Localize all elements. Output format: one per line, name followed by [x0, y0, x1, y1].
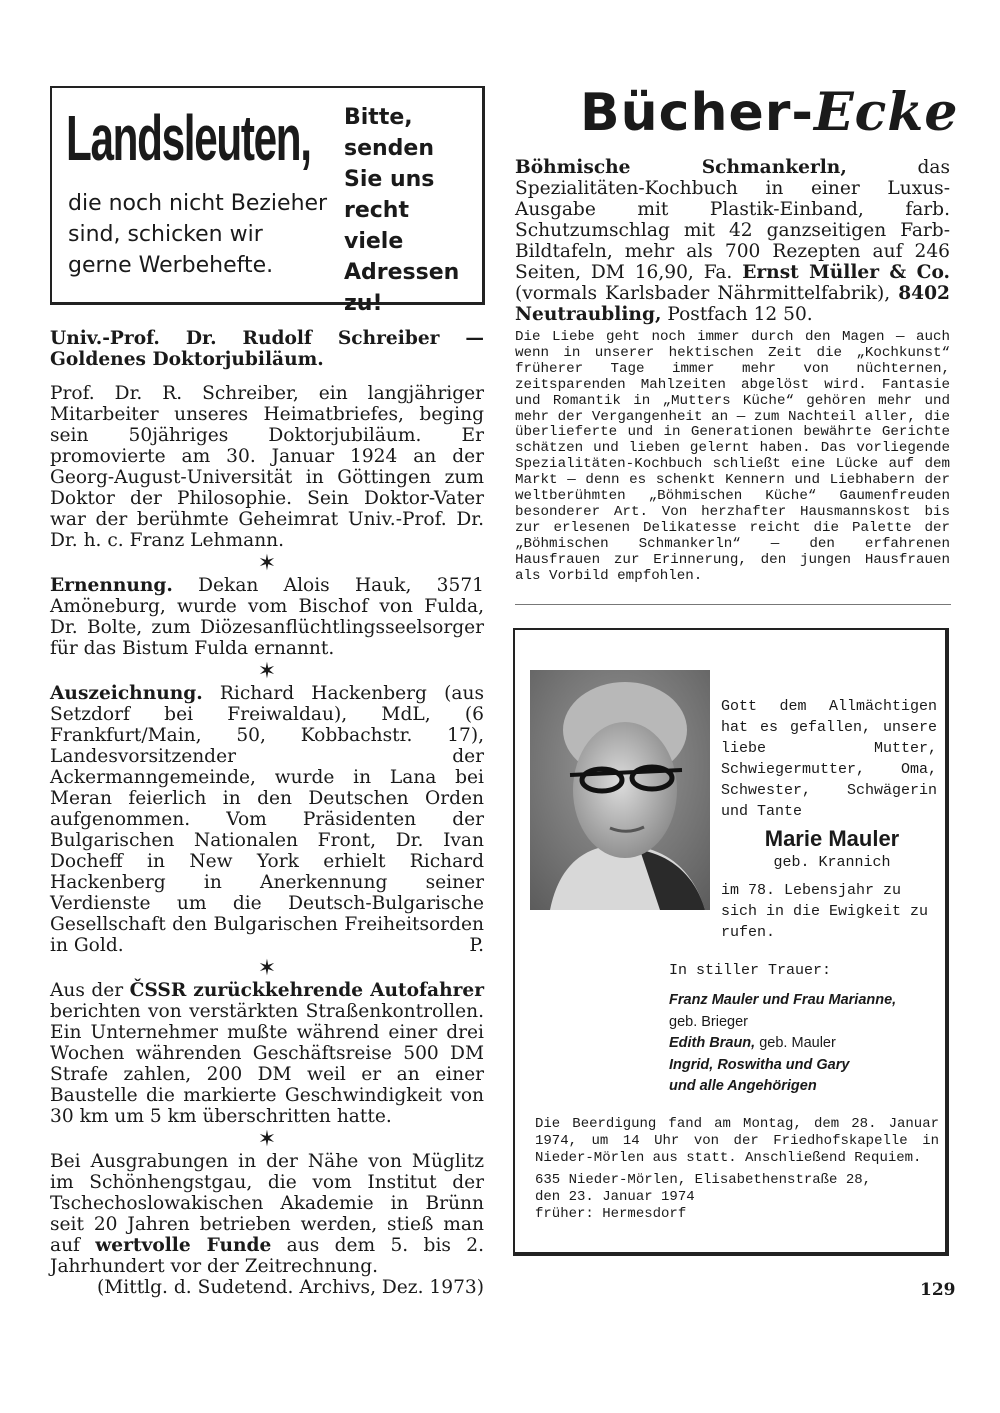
separator-star: ✶	[257, 659, 277, 684]
mourner-rest: geb. Brieger	[669, 1013, 748, 1030]
ausgrabungen-source: (Mittlg. d. Sudetend. Archivs, Dez. 1973)	[97, 1277, 484, 1298]
ad-headline: Landsleuten,	[66, 102, 311, 174]
autofahrer-bold: ČSSR zurückkehrende Autofahrer	[129, 980, 485, 1001]
address-line: den 23. Januar 1974	[535, 1189, 695, 1205]
ernennung-body: Dekan Alois Hauk, 3571 Amöneburg, wurde vom Bischof von Fulda, Dr. Bolte, zum Diözesanflüchtlingsseelsorger für das Bistum Fulda ernannt.	[50, 575, 484, 659]
mourner-bold: Edith Braun,	[669, 1035, 756, 1051]
auszeichnung-lead: Auszeichnung.	[50, 683, 203, 704]
family-address	[535, 1172, 939, 1223]
book-publisher: Ernst Müller & Co.	[742, 262, 950, 283]
book-title: Böhmische Schmankerln,	[515, 157, 847, 178]
book-listing	[515, 157, 950, 325]
portrait-photo	[530, 670, 710, 910]
subscription-ad	[50, 86, 485, 316]
mourner-bold: Ingrid, Roswitha und Gary	[669, 1056, 850, 1073]
funeral-info: Die Beerdigung fand am Montag, dem 28. Januar 1974, um 14 Uhr von der Friedhofskapelle in Nieder-Mörlen aus statt. Anschließend Requiem.	[535, 1116, 939, 1166]
mourner-rest: geb. Mauler	[759, 1035, 836, 1051]
book-review: Die Liebe geht noch immer durch den Magen — auch wenn in unserer hektischen Zeit die „Kochkunst“ früherer Tage immer mehr von nüchternen, zeitsparenden Mahlzeiten abgelöst wird. Fantasie und Romantik in „Mutters Küche“ gehören mehr und mehr der Vergangenheit an — zum Nachteil aller, die überlieferte und in Generationen bewährte Gerichte schätzen und lieben gelernt haben. Das vorliegende Spezialitäten-Kochbuch schließt eine Lücke auf dem Markt — denn es schenkt Kennern und Liebhabern der weltberühmten „Böhmischen Küche“ Gaumenfreuden besonderer Art. Von herzhafter Hausmannskost bis zur erlesenen Delikatesse reicht die Palette der „Böhmischen Schmankerln“ — den erfahrenen Hausfrauen zur Erinnerung, den jungen Hausfrauen als Vorbild empfohlen.	[515, 329, 950, 584]
ausgrabungen-bold: wertvolle Funde	[95, 1235, 272, 1256]
autofahrer-pre: Aus der	[50, 980, 124, 1001]
ad-text: die noch nicht Bezieher sind, schicken wir gerne Werbehefte.	[68, 191, 328, 278]
book-publisher-note: (vormals Karlsbader Nährmittelfabrik),	[515, 283, 891, 304]
separator-star: ✶	[257, 956, 277, 981]
mourners-list	[669, 990, 939, 1098]
address-line: 635 Nieder-Mörlen, Elisabethenstraße 28,	[535, 1172, 872, 1188]
obituary-notice	[513, 628, 949, 1256]
books-title-script: Ecke	[814, 82, 959, 143]
mourner-line	[669, 1033, 939, 1055]
column-divider	[515, 604, 951, 605]
mourner-bold: Franz Mauler und Frau Marianne,	[669, 992, 897, 1008]
auszeichnung-body: Richard Hackenberg (aus Setzdorf bei Freiwaldau), MdL, (6 Frankfurt/Main, 50, Kobbachstr. 17), Landesvorsitzender der Ackermanngemeinde, wurde in Lana bei Meran feierlich in den Deutschen Orden aufgenommen. Vom Präsidenten der Bulgarischen Nationalen Front, Dr. Ivan Docheff in New York erhielt Richard Hackenberg in Anerkennung seiner Verdienste um die Deutsch-Bulgarische Gesellschaft den Bulgarischen Freiheitsorden in Gold.	[50, 683, 484, 956]
books-title-main: Bücher-	[580, 83, 814, 143]
maiden-name: geb. Krannich	[773, 854, 891, 871]
book-address: 8402 Neutraubling,	[515, 283, 950, 325]
books-title	[580, 82, 958, 143]
obituary-age-line: im 78. Lebensjahr zu sich in die Ewigkeit zu rufen.	[721, 882, 929, 941]
page-number: 129	[920, 1280, 956, 1300]
auszeichnung-item	[50, 683, 484, 956]
ausgrabungen-item	[50, 1151, 484, 1277]
autofahrer-body: berichten von verstärkten Straßenkontrollen. Ein Unternehmer mußte während einer drei Wochen währenden Geschäftsreise 500 DM Strafe zahlen, 200 DM weil er an einer Baustelle die markierte Geschwindigkeit von 30 km um 5 km überschritten hatte.	[50, 1001, 484, 1127]
news-column	[50, 328, 484, 1298]
separator-star: ✶	[257, 551, 277, 576]
mourner-line	[669, 1012, 939, 1034]
mourner-line	[669, 1055, 939, 1077]
ernennung-lead: Ernennung.	[50, 575, 173, 596]
autofahrer-item	[50, 980, 484, 1127]
obituary-intro: Gott dem Allmächtigen hat es gefallen, unsere liebe Mutter, Schwiegermutter, Oma, Schwester, Schwägerin und Tante	[721, 698, 937, 820]
auszeichnung-signature: P.	[469, 935, 484, 956]
ad-request-text: Bitte, senden Sie uns recht viele Adressen zu!	[344, 105, 460, 316]
book-address-rest: Postfach 12 50.	[667, 304, 813, 325]
mourning-label: In stiller Trauer:	[669, 962, 832, 979]
schreiber-body: Prof. Dr. R. Schreiber, ein langjähriger Mitarbeiter unseres Heimatbriefes, beging sein 50jähriges Doktorjubiläum. Er promovierte am 30. Januar 1924 an der Georg-August-Universität in Göttingen zum Doktor der Philosophie. Sein Doktor-Vater war der berühmte Geheimrat Univ.-Prof. Dr. Dr. h. c. Franz Lehmann.	[50, 383, 484, 551]
ausgrabungen-pre: Bei Ausgrabungen in der Nähe von Müglitz im Schönhengstgau, die vom Institut der Tschechoslowakischen Akademie in Brünn seit 20 Jahren betrieben werden, stieß man auf	[50, 1151, 484, 1256]
book-description: das Spezialitäten-Kochbuch in einer Luxus-Ausgabe mit Plastik-Einband, farb. Schutzumschlag mit 42 ganzseitigen Farb-Bildtafeln, mehr als 700 Rezepten auf 246 Seiten, DM 16,90, Fa.	[515, 157, 950, 283]
separator-star: ✶	[257, 1127, 277, 1152]
ernennung-item	[50, 575, 484, 659]
mourner-line	[669, 1076, 939, 1098]
schreiber-title: Univ.-Prof. Dr. Rudolf Schreiber — Goldenes Doktorjubiläum.	[50, 328, 484, 370]
ausgrabungen-post: aus dem 5. bis 2. Jahrhundert vor der Zeitrechnung.	[50, 1235, 485, 1277]
address-line: früher: Hermesdorf	[535, 1206, 687, 1222]
deceased-name: Marie Mauler	[764, 826, 900, 851]
mourner-bold: und alle Angehörigen	[669, 1078, 817, 1094]
mourner-line	[669, 990, 939, 1012]
